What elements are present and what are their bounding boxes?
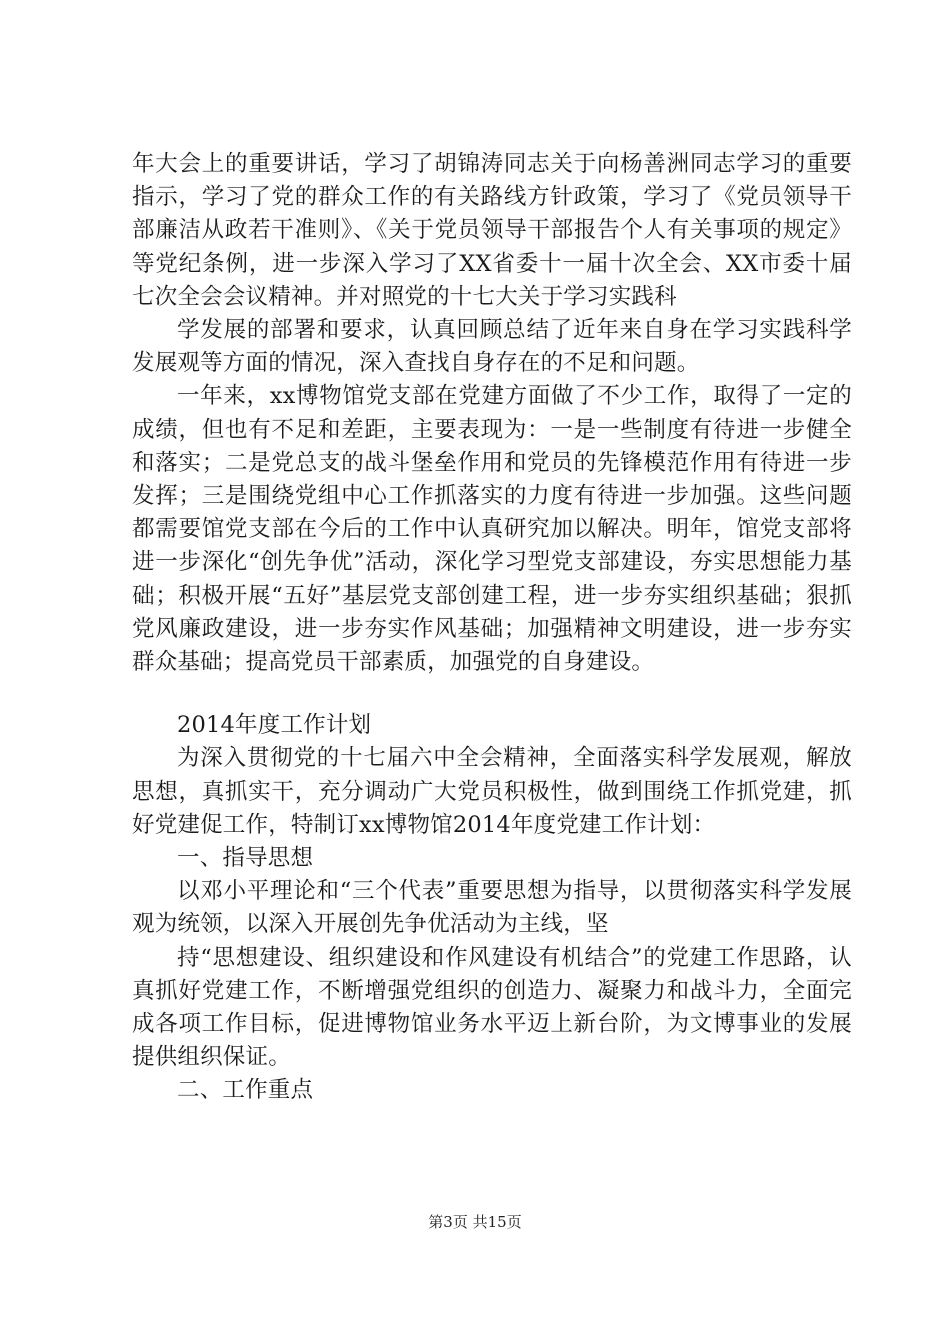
paragraph-self-review: 学发展的部署和要求，认真回顾总结了近年来自身在学习实践科学发展观等方面的情况，深入查找自身存在的不足和问题。	[132, 317, 852, 377]
heading-work-focus: 二、工作重点	[177, 1077, 314, 1104]
paragraph-plan-intro: 为深入贯彻党的十七届六中全会精神，全面落实科学发展观，解放思想，真抓实干，充分调动广大党员积极性，做到围绕工作抓党建，抓好党建促工作，特制订xx博物馆2014年度党建工作计划：	[132, 745, 852, 838]
paragraph-guiding-2: 持“思想建设、组织建设和作风建设有机结合”的党建工作思路，认真抓好党建工作，不断增强党组织的创造力、凝聚力和战斗力，全面完成各项工作目标，促进博物馆业务水平迈上新台阶，为文博事业的发展提供组织保证。	[132, 944, 852, 1071]
paragraph-year-summary: 一年来，xx博物馆党支部在党建方面做了不少工作，取得了一定的成绩，但也有不足和差距，主要表现为：一是一些制度有待进一步健全和落实；二是党总支的战斗堡垒作用和党员的先锋模范作用有待进一步发挥；三是围绕党组中心工作抓落实的力度有待进一步加强。这些问题都需要馆党支部在今后的工作中认真研究加以解决。明年，馆党支部将进一步深化“创先争优”活动，深化学习型党支部建设，夯实思想能力基础；积极开展“五好”基层党支部创建工程，进一步夯实组织基础；狠抓党风廉政建设，进一步夯实作风基础；加强精神文明建设，进一步夯实群众基础；提高党员干部素质，加强党的自身建设。	[132, 383, 852, 676]
paragraph-continuation: 年大会上的重要讲话，学习了胡锦涛同志关于向杨善洲同志学习的重要指示，学习了党的群众工作的有关路线方针政策，学习了《党员领导干部廉洁从政若干准则》、《关于党员领导干部报告个人有关事项的规定》等党纪条例，进一步深入学习了XX省委十一届十次全会、XX市委十届七次全会会议精神。并对照党的十七大关于学习实践科	[132, 151, 852, 310]
document-body	[132, 148, 852, 1108]
page-footer: 第3页 共15页	[428, 1213, 522, 1231]
heading-guiding-thought: 一、指导思想	[177, 845, 314, 872]
plan-title: 2014年度工作计划	[177, 712, 372, 739]
paragraph-guiding-1: 以邓小平理论和“三个代表”重要思想为指导，以贯彻落实科学发展观为统领，以深入开展创先争优活动为主线，坚	[132, 878, 852, 938]
section-spacer	[132, 679, 852, 709]
